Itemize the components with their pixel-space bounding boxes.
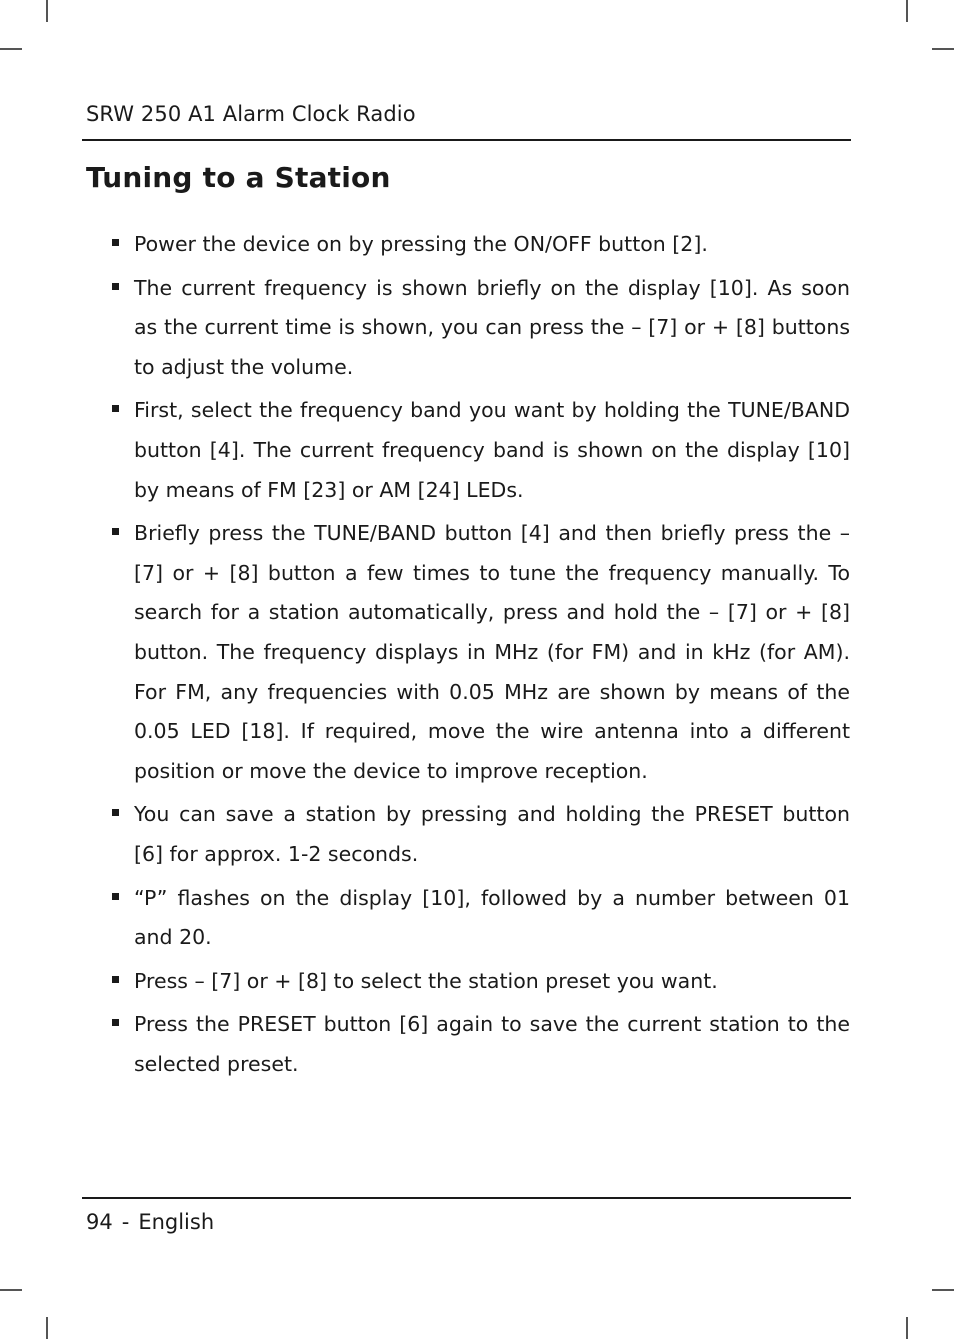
square-bullet-icon — [112, 1019, 119, 1026]
list-item — [110, 962, 850, 1002]
list-item-text: You can save a station by pressing and holding the PRESET button [6] for approx. 1-2 seconds. — [134, 802, 850, 866]
crop-mark — [46, 0, 48, 22]
list-item — [110, 269, 850, 388]
page-footer — [86, 1207, 214, 1237]
list-item-text: Press – [7] or + [8] to select the station preset you want. — [134, 968, 718, 993]
list-item-text: “P” flashes on the display [10], followed by a number between 01 and 20. — [134, 885, 850, 950]
list-item-text: Power the device on by pressing the ON/OFF button [2]. — [134, 232, 708, 256]
crop-mark — [0, 1289, 22, 1291]
square-bullet-icon — [112, 283, 119, 290]
crop-mark — [46, 1317, 48, 1339]
crop-mark — [906, 0, 908, 22]
crop-mark — [932, 1289, 954, 1291]
square-bullet-icon — [112, 893, 119, 900]
footer-separator: - — [121, 1210, 130, 1234]
header-rule — [82, 139, 851, 141]
running-header: SRW 250 A1 Alarm Clock Radio — [86, 102, 416, 126]
square-bullet-icon — [112, 239, 119, 246]
list-item-text: First, select the frequency band you want by holding the TUNE/BAND button [4]. The current frequency band is shown on the display [10] by means of FM [23] or AM [24] LEDs. — [134, 398, 850, 502]
list-item — [110, 225, 850, 265]
list-item-text: Briefly press the TUNE/BAND button [4] and then briefly press the – [7] or + [8] button a few times to tune the frequency manually. To search for a station automatically, press and hold the – [7] or + [8] button. The frequency displays in MHz (for FM) and in kHz (for AM). For FM, any frequencies with 0.05 MHz are shown by means of the 0.05 LED [18]. If required, move the wire antenna into a different position or move the device to improve reception. — [134, 521, 850, 783]
list-item — [110, 879, 850, 958]
crop-mark — [906, 1317, 908, 1339]
list-item-text: The current frequency is shown briefly on the display [10]. As soon as the current time is shown, you can press the – [7] or + [8] buttons to adjust the volume. — [134, 275, 850, 379]
square-bullet-icon — [112, 528, 119, 535]
square-bullet-icon — [112, 809, 119, 816]
page-number: 94 — [86, 1210, 113, 1234]
square-bullet-icon — [112, 976, 119, 983]
crop-mark — [932, 48, 954, 50]
square-bullet-icon — [112, 405, 119, 412]
list-item — [110, 514, 850, 791]
list-item — [110, 1005, 850, 1084]
page-title: Tuning to a Station — [86, 161, 391, 194]
list-item-text: Press the PRESET button [6] again to save the current station to the selected preset. — [134, 1012, 850, 1076]
footer-language: English — [138, 1210, 215, 1234]
instruction-list — [110, 225, 850, 1088]
footer-rule — [82, 1197, 851, 1199]
crop-mark — [0, 48, 22, 50]
list-item — [110, 795, 850, 874]
list-item — [110, 391, 850, 510]
